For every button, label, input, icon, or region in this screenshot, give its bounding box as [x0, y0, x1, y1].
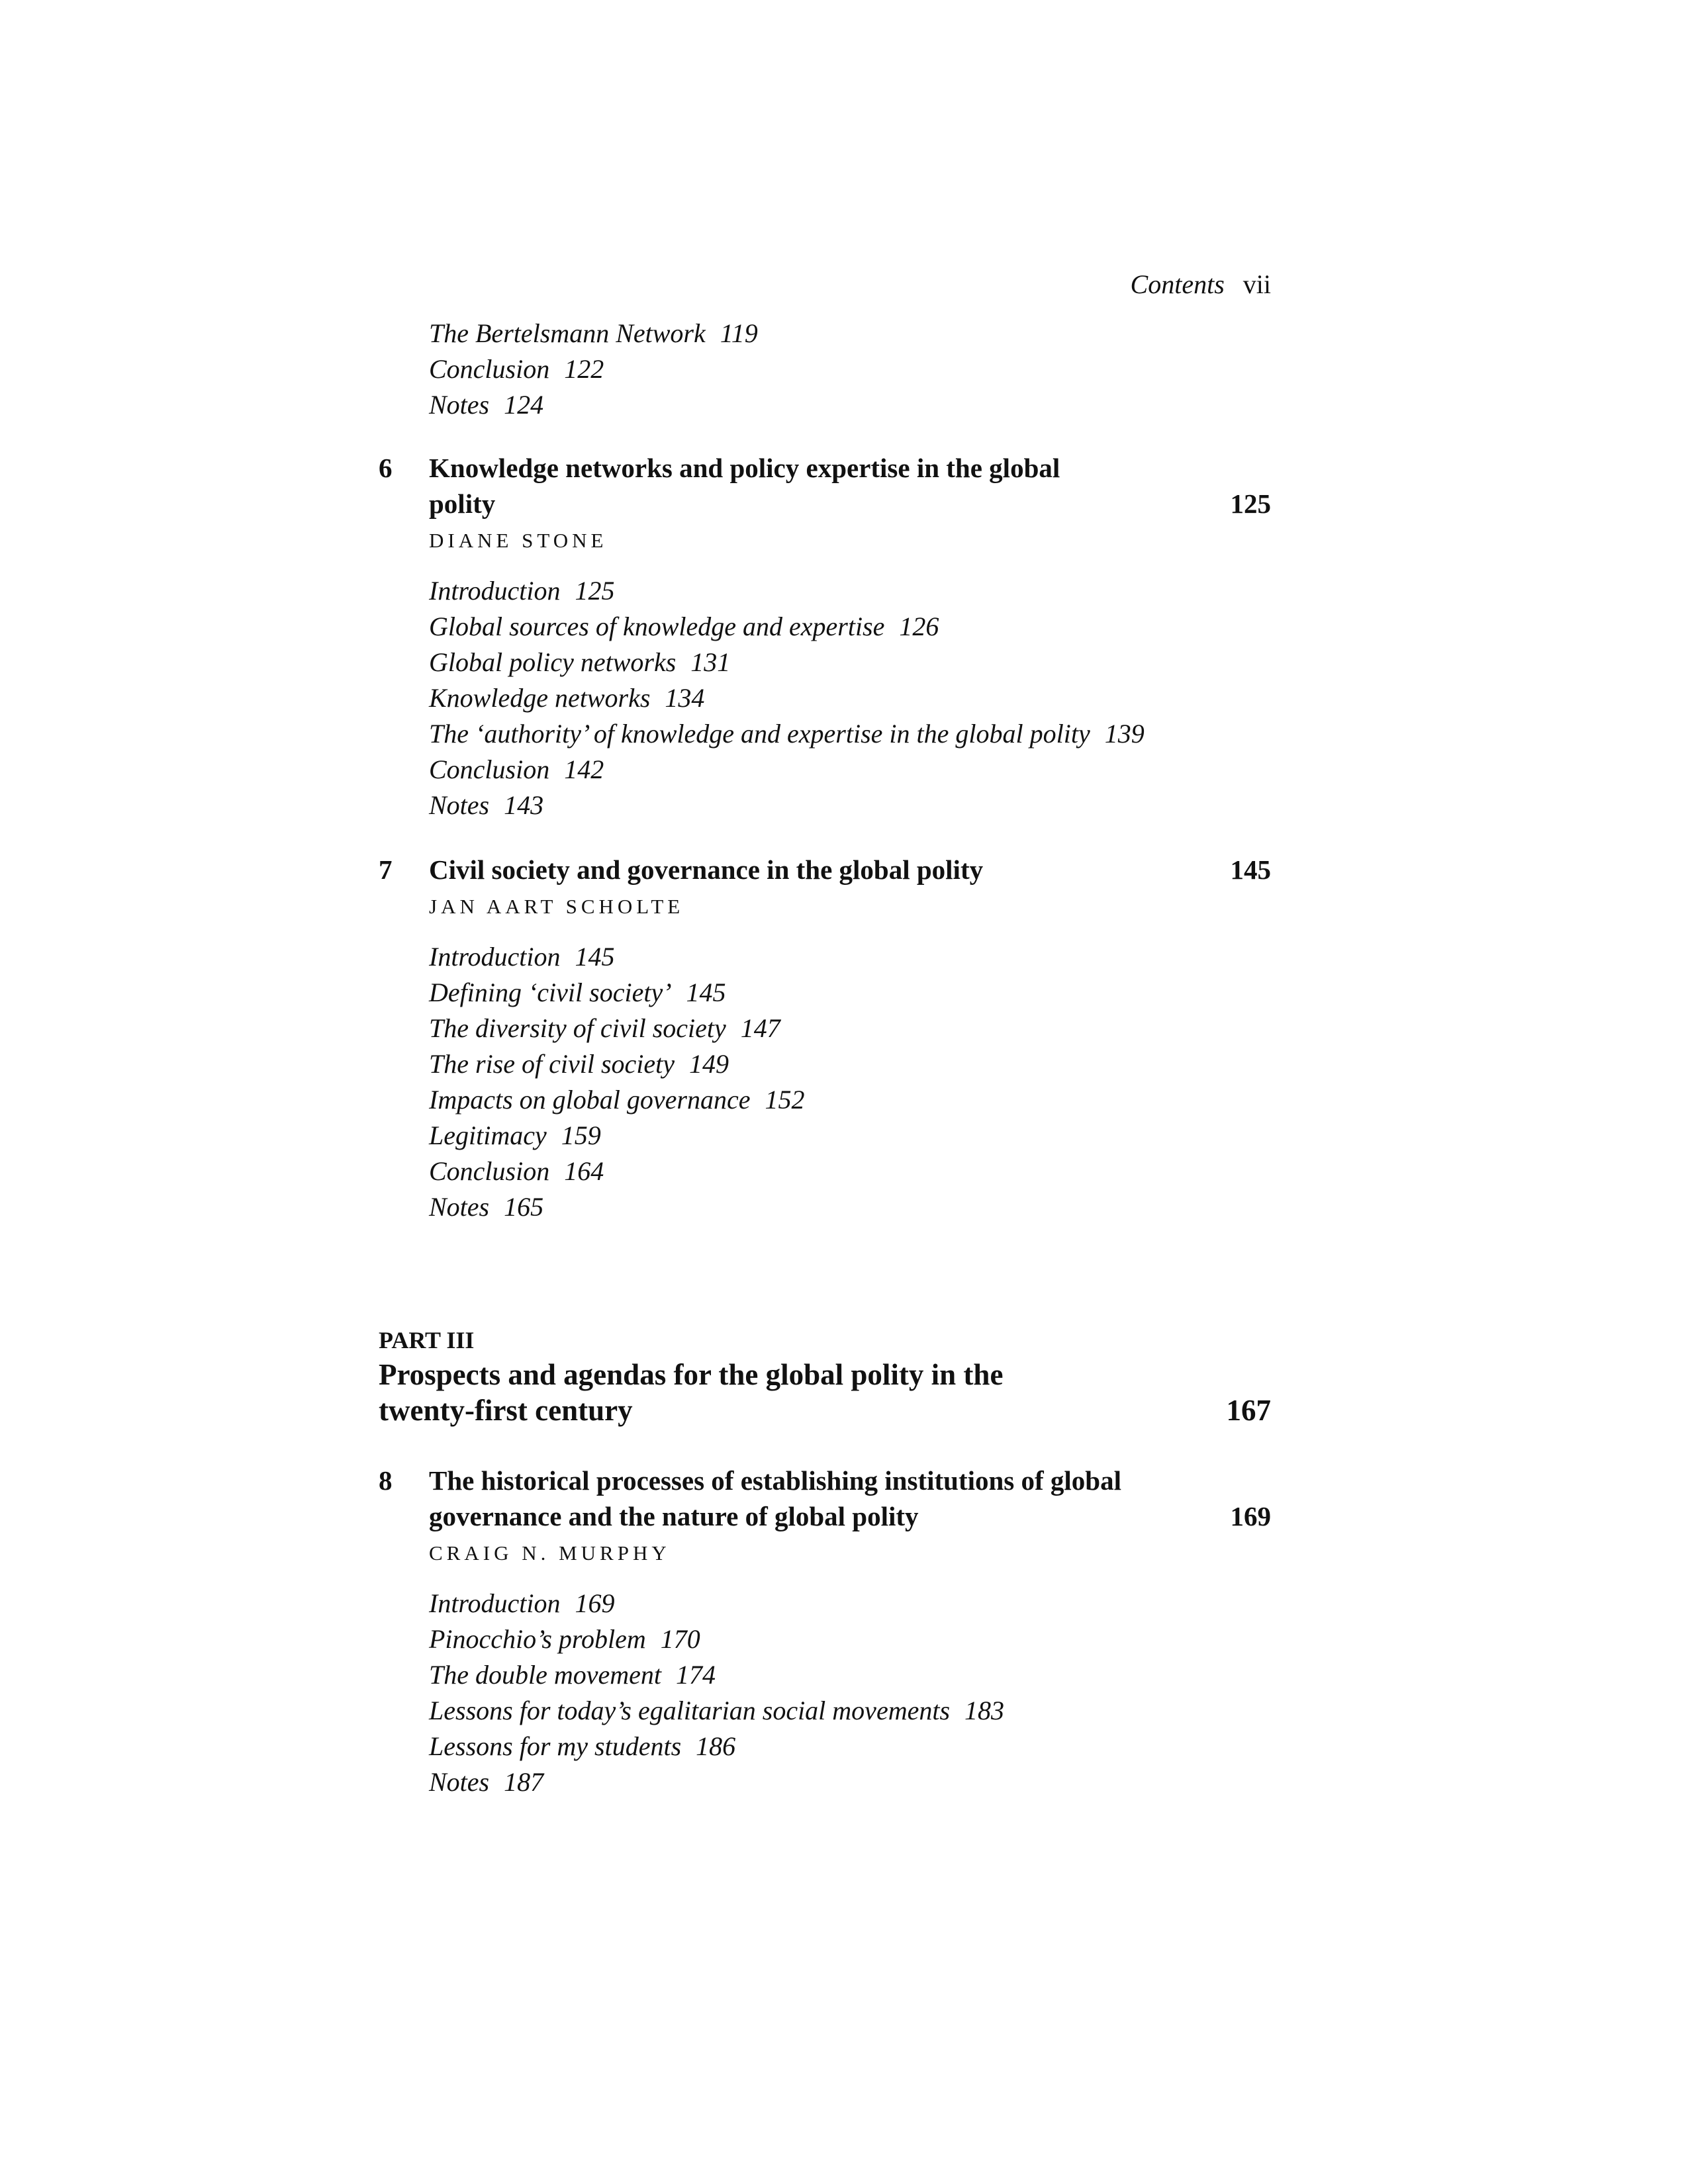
toc-entry-page: 183 [964, 1696, 1005, 1725]
toc-entry-title: Introduction [429, 942, 561, 972]
toc-entry-title: Notes [429, 1192, 490, 1222]
toc-entry-title: Lessons for my students [429, 1731, 682, 1761]
toc-entry [429, 1764, 543, 1800]
chapter-number: 7 [379, 854, 393, 885]
chapter-title-line: polity [429, 488, 496, 519]
toc-entry [429, 975, 726, 1011]
toc-entry [429, 573, 615, 609]
part-page: 167 [1226, 1394, 1271, 1427]
toc-entry-page: 165 [504, 1192, 544, 1222]
running-head [993, 265, 1271, 304]
toc-entry-title: Impacts on global governance [429, 1085, 751, 1115]
toc-entry-title: Knowledge networks [429, 683, 651, 713]
toc-entry-page: 152 [765, 1085, 805, 1115]
toc-entry-page: 143 [504, 790, 544, 820]
chapter-title-line: Knowledge networks and policy expertise in the global [429, 453, 1060, 483]
toc-entry [429, 1621, 700, 1657]
toc-entry [429, 1657, 716, 1693]
running-head-title: Contents [1130, 269, 1225, 299]
toc-entry-title: Notes [429, 790, 490, 820]
toc-entry-page: 139 [1104, 719, 1145, 749]
toc-entry [429, 939, 615, 975]
toc-entry-title: Global sources of knowledge and expertise [429, 612, 885, 641]
chapter-number: 8 [379, 1465, 393, 1496]
toc-entry [429, 645, 730, 680]
toc-entry-page: 119 [720, 318, 758, 348]
toc-entry-title: Introduction [429, 1588, 561, 1618]
chapter-page: 125 [1230, 488, 1271, 519]
chapter-title-line: governance and the nature of global polity [429, 1501, 919, 1531]
toc-entry-title: The rise of civil society [429, 1049, 675, 1079]
toc-entry [429, 1082, 804, 1118]
toc-entry-page: 126 [899, 612, 939, 641]
toc-entry [429, 716, 1145, 752]
toc-entry-title: Notes [429, 1767, 490, 1797]
toc-entry-title: Conclusion [429, 754, 550, 784]
toc-entry-title: Global policy networks [429, 647, 677, 677]
toc-entry-page: 145 [575, 942, 615, 972]
toc-entry-page: 164 [564, 1156, 604, 1186]
toc-entry [429, 1046, 729, 1082]
toc-entry-page: 134 [665, 683, 705, 713]
chapter-page: 169 [1230, 1501, 1271, 1531]
toc-entry-title: The diversity of civil society [429, 1013, 726, 1043]
toc-entry-page: 145 [686, 978, 726, 1007]
toc-entry-title: The ‘authority’ of knowledge and expertise in the global polity [429, 719, 1090, 749]
toc-entry-page: 174 [676, 1660, 716, 1690]
part-title-line: twenty-first century [379, 1394, 633, 1427]
toc-entry [429, 1586, 615, 1621]
toc-entry [429, 752, 604, 788]
toc-entry-page: 124 [504, 390, 544, 420]
toc-entry-page: 169 [575, 1588, 615, 1618]
toc-entry [429, 1154, 604, 1189]
toc-entry-title: The Bertelsmann Network [429, 318, 706, 348]
toc-entry [429, 351, 604, 387]
chapter-title-line: Civil society and governance in the global polity [429, 854, 984, 885]
toc-entry [429, 609, 939, 645]
toc-entry [429, 1118, 601, 1154]
toc-entry-title: Introduction [429, 576, 561, 606]
toc-entry-page: 186 [696, 1731, 736, 1761]
toc-entry [429, 788, 543, 823]
chapter-author: JAN AART SCHOLTE [429, 895, 684, 918]
toc-entry-page: 142 [564, 754, 604, 784]
part-title-line: Prospects and agendas for the global polity in the [379, 1358, 1004, 1391]
toc-entry-title: Pinocchio’s problem [429, 1624, 646, 1654]
toc-entry [429, 680, 704, 716]
toc-entry-page: 125 [575, 576, 615, 606]
toc-entry-page: 131 [690, 647, 731, 677]
toc-entry-page: 187 [504, 1767, 544, 1797]
toc-entry-page: 159 [561, 1120, 601, 1150]
toc-entry-title: Notes [429, 390, 490, 420]
toc-entry [429, 1693, 1004, 1729]
toc-entry-page: 149 [689, 1049, 729, 1079]
chapter-title-line: The historical processes of establishing institutions of global [429, 1465, 1121, 1496]
running-head-page: vii [1243, 269, 1271, 299]
toc-entry [429, 316, 758, 351]
toc-entry-title: Legitimacy [429, 1120, 547, 1150]
chapter-author: DIANE STONE [429, 529, 608, 552]
toc-entry [429, 1729, 735, 1764]
chapter-author: CRAIG N. MURPHY [429, 1541, 671, 1565]
toc-entry-page: 147 [740, 1013, 780, 1043]
toc-entry-title: Defining ‘civil society’ [429, 978, 672, 1007]
chapter-page: 145 [1230, 854, 1271, 885]
toc-entry [429, 387, 543, 423]
toc-entry-title: Conclusion [429, 1156, 550, 1186]
toc-entry-title: Lessons for today’s egalitarian social movements [429, 1696, 951, 1725]
part-label: PART III [379, 1327, 475, 1353]
toc-entry-page: 122 [564, 354, 604, 384]
toc-entry-page: 170 [660, 1624, 700, 1654]
toc-entry [429, 1011, 780, 1046]
toc-entry-title: Conclusion [429, 354, 550, 384]
toc-entry [429, 1189, 543, 1225]
toc-entry-title: The double movement [429, 1660, 662, 1690]
chapter-number: 6 [379, 453, 393, 483]
